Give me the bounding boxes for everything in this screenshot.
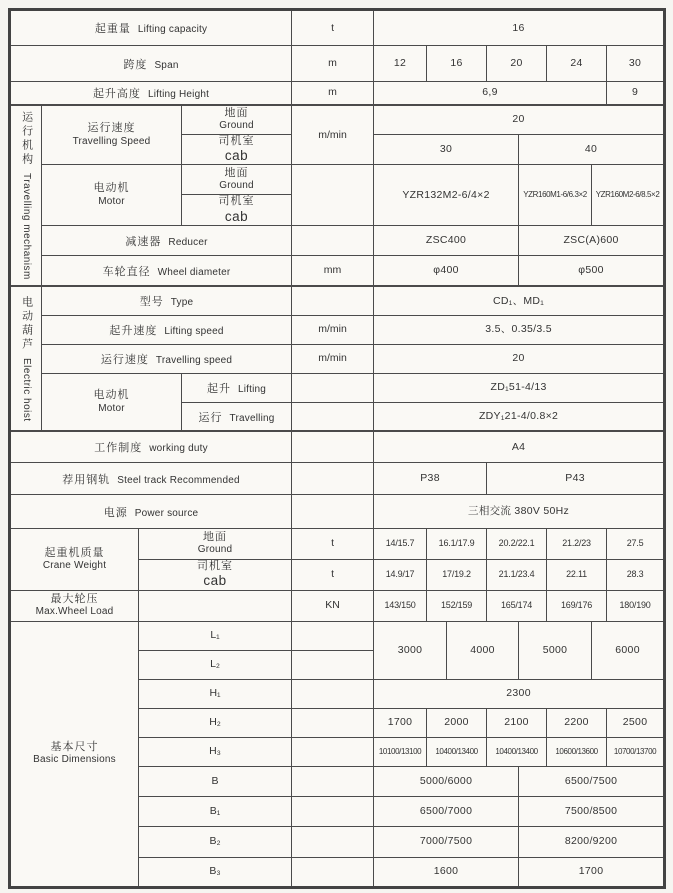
ground-label-zh: 地面 [224,167,249,180]
hoist-motor-travelling-value-cell: ZDY₁21-4/0.8×2 [374,402,665,431]
cab-label-zh: 司机室 [218,195,255,208]
working-duty-value-cell: A4 [374,431,665,462]
crane-weight-cab-unit-cell: t [292,559,374,590]
hoist-motor-lifting-label-en: Lifting [237,384,267,396]
dim-H3-value-cell: 10400/13400 [487,737,547,766]
dim-B3-unit-cell-empty [292,857,374,887]
lifting-height-value-cell: 9 [607,82,665,105]
hoist-motor-travelling-label-zh: 运行 [198,411,223,424]
crane-weight-cab-value-cell: 21.1/23.4 [487,559,547,590]
span-label-cell [10,46,292,82]
travel-motor-value-cell: YZR160M1-6/6.3×2 [519,165,592,225]
electric-hoist-label-en: Electric hoist [21,357,32,422]
dim-B1-value-cell: 6500/7000 [374,796,519,826]
span-value-cell: 16 [427,46,487,82]
working-duty-unit-cell-empty [292,431,374,462]
travel-motor-cab-sublabel-cell [182,195,292,225]
ground-label-zh: 地面 [203,531,228,544]
power-source-label-zh: 电源 [103,506,128,519]
span-value-cell: 20 [487,46,547,82]
travel-motor-ground-sublabel-cell [182,165,292,195]
span-value-cell: 30 [607,46,665,82]
travel-speed-ground-value-cell: 20 [374,105,665,135]
hoist-lifting-speed-label-zh: 起升速度 [109,325,158,338]
dim-H2-value-cell: 1700 [374,708,427,737]
reducer-label-zh: 减速器 [125,235,162,248]
hoist-lifting-speed-unit-cell: m/min [292,315,374,344]
ground-label-en: Ground [219,120,254,132]
dim-B1-unit-cell-empty [292,796,374,826]
electric-hoist-section-cell [10,286,42,431]
hoist-motor-travelling-sublabel-cell [182,402,292,431]
hoist-type-label-cell [42,286,292,315]
span-label-zh: 跨度 [123,58,148,71]
span-unit-cell: m [292,46,374,82]
row-hoist-type [10,286,665,315]
steel-track-label-zh: 荐用钢轨 [62,473,111,486]
row-dim-L1 [10,621,665,650]
row-travel-speed-ground [10,105,665,135]
hoist-travelling-speed-value-cell: 20 [374,344,665,373]
cab-label-zh: 司机室 [218,135,255,147]
hoist-motor-travelling-unit-cell-empty [292,402,374,431]
dim-B3-value-cell: 1700 [519,857,665,887]
ground-label-en: Ground [219,180,254,192]
dim-H2-value-cell: 2200 [547,708,607,737]
dim-H1-label-cell: H₁ [139,679,292,708]
row-wheel-diameter [10,255,665,286]
travel-motor-label-zh: 电动机 [93,182,130,195]
travel-speed-label-cell [42,105,182,165]
dim-L2-label-cell: L₂ [139,650,292,679]
dim-B3-value-cell: 1600 [374,857,519,887]
crane-weight-cab-value-cell: 14.9/17 [374,559,427,590]
hoist-lifting-speed-value-cell: 3.5、0.35/3.5 [374,315,665,344]
steel-track-label-cell [10,462,292,494]
steel-track-unit-cell-empty [292,462,374,494]
hoist-motor-label-en: Motor [98,402,125,414]
basic-dimensions-label-en: Basic Dimensions [33,754,116,766]
crane-weight-cab-value-cell: 28.3 [607,559,665,590]
hoist-motor-lifting-value-cell: ZD₁51-4/13 [374,373,665,402]
hoist-travelling-speed-label-zh: 运行速度 [100,354,149,367]
row-hoist-motor-lifting [10,373,665,402]
dim-B1-label-cell: B₁ [139,796,292,826]
dim-B-unit-cell-empty [292,766,374,796]
max-wheel-load-value-cell: 180/190 [607,590,665,621]
dim-B1-value-cell: 7500/8500 [519,796,665,826]
cab-label-en: cab [203,573,227,589]
row-lifting-height [10,82,665,105]
power-source-label-cell [10,494,292,528]
hoist-lifting-speed-label-en: Lifting speed [164,326,224,338]
hoist-motor-lifting-label-zh: 起升 [206,383,231,396]
power-source-value-cell: 三相交流 380V 50Hz [374,494,665,528]
max-wheel-load-unit-cell: KN [292,590,374,621]
travelling-mechanism-section-cell [10,105,42,287]
working-duty-label-cell [10,431,292,462]
hoist-motor-lifting-sublabel-cell [182,373,292,402]
reducer-value-cell: ZSC400 [374,225,519,255]
dim-L1-unit-cell-empty [292,621,374,650]
dim-H3-label-cell: H₃ [139,737,292,766]
row-hoist-travelling-speed [10,344,665,373]
wheel-diameter-label-cell [42,255,292,286]
travel-speed-unit-cell: m/min [292,105,374,165]
span-value-cell: 24 [547,46,607,82]
row-steel-track [10,462,665,494]
dim-L12-value-cell: 5000 [519,621,592,679]
row-max-wheel-load [10,590,665,621]
lifting-capacity-label-zh: 起重量 [94,23,131,36]
reducer-unit-cell-empty [292,225,374,255]
travelling-mechanism-label-zh: 运行机构 [20,110,33,167]
lifting-capacity-unit-cell: t [292,10,374,46]
dim-B2-value-cell: 7000/7500 [374,826,519,857]
dim-B-label-cell: B [139,766,292,796]
hoist-lifting-speed-label-cell [42,315,292,344]
travel-motor-unit-cell-empty [292,165,374,225]
hoist-motor-lifting-unit-cell-empty [292,373,374,402]
hoist-motor-label-cell [42,373,182,431]
crane-weight-ground-value-cell: 14/15.7 [374,528,427,559]
crane-weight-cab-value-cell: 22.11 [547,559,607,590]
lifting-height-label-en: Lifting Height [147,89,210,101]
max-wheel-load-sublabel-cell-empty [139,590,292,621]
electric-hoist-vertical-label [12,296,40,422]
dim-H1-value-cell: 2300 [374,679,665,708]
crane-weight-label-zh: 起重机质量 [44,546,105,559]
dim-L12-value-cell: 6000 [592,621,665,679]
travel-speed-ground-sublabel-cell [182,105,292,135]
hoist-motor-label-zh: 电动机 [93,389,130,402]
travelling-mechanism-vertical-label [12,111,40,280]
dim-H3-value-cell: 10700/13700 [607,737,665,766]
travel-motor-label-en: Motor [98,195,125,207]
reducer-value-cell: ZSC(A)600 [519,225,665,255]
hoist-type-label-en: Type [170,297,194,309]
hoist-motor-travelling-label-en: Travelling [229,412,275,424]
max-wheel-load-label-cell [10,590,139,621]
crane-weight-ground-value-cell: 27.5 [607,528,665,559]
cab-label-en: cab [224,148,249,164]
max-wheel-load-value-cell: 152/159 [427,590,487,621]
dim-B3-label-cell: B₃ [139,857,292,887]
working-duty-label-en: working duty [149,443,208,455]
dim-B-value-cell: 5000/6000 [374,766,519,796]
crane-weight-label-cell [10,528,139,590]
power-source-label-en: Power source [134,507,199,519]
basic-dimensions-label-zh: 基本尺寸 [50,741,99,754]
travelling-mechanism-label-en: Travelling mechanism [21,172,32,280]
row-power-source [10,494,665,528]
wheel-diameter-value-cell: φ500 [519,255,665,286]
crane-weight-label-en: Crane Weight [42,559,107,571]
lifting-height-unit-cell: m [292,82,374,105]
max-wheel-load-value-cell: 165/174 [487,590,547,621]
max-wheel-load-value-cell: 169/176 [547,590,607,621]
row-crane-weight-ground [10,528,665,559]
ground-label-zh: 地面 [224,107,249,120]
dim-B2-value-cell: 8200/9200 [519,826,665,857]
dim-L2-unit-cell-empty [292,650,374,679]
cab-label-en: cab [224,208,249,224]
crane-weight-cab-sublabel-cell [139,559,292,590]
steel-track-value-cell: P38 [374,462,487,494]
reducer-label-cell [42,225,292,255]
dim-H2-unit-cell-empty [292,708,374,737]
power-source-unit-cell-empty [292,494,374,528]
crane-spec-table [8,8,666,889]
row-lifting-capacity [10,10,665,46]
travel-speed-cab-value-cell: 30 [374,135,519,165]
dim-H1-unit-cell-empty [292,679,374,708]
max-wheel-load-label-zh: 最大轮压 [50,593,99,606]
row-travel-motor-ground [10,165,665,195]
lifting-capacity-label-cell [10,10,292,46]
span-value-cell: 12 [374,46,427,82]
travel-motor-value-cell: YZR132M2-6/4×2 [374,165,519,225]
crane-weight-ground-sublabel-cell [139,528,292,559]
lifting-capacity-value-cell: 16 [374,10,665,46]
lifting-height-label-zh: 起升高度 [92,88,141,101]
travel-motor-label-cell [42,165,182,225]
crane-weight-cab-value-cell: 17/19.2 [427,559,487,590]
working-duty-label-zh: 工作制度 [94,442,143,455]
travel-speed-cab-sublabel-cell [182,135,292,165]
crane-weight-ground-unit-cell: t [292,528,374,559]
dim-H2-value-cell: 2100 [487,708,547,737]
wheel-diameter-label-zh: 车轮直径 [102,265,151,278]
travel-speed-cab-value-cell: 40 [519,135,665,165]
dim-H2-label-cell: H₂ [139,708,292,737]
row-span [10,46,665,82]
row-reducer [10,225,665,255]
dim-H3-unit-cell-empty [292,737,374,766]
wheel-diameter-unit-cell: mm [292,255,374,286]
electric-hoist-label-zh: 电动葫芦 [20,295,33,352]
dim-H3-value-cell: 10100/13100 [374,737,427,766]
dim-L12-value-cell: 4000 [447,621,519,679]
cab-label-zh: 司机室 [197,560,234,573]
hoist-type-label-zh: 型号 [139,296,164,309]
ground-label-en: Ground [197,544,233,556]
row-hoist-lifting-speed [10,315,665,344]
lifting-height-label-cell [10,82,292,105]
reducer-label-en: Reducer [168,236,208,248]
dim-H2-value-cell: 2500 [607,708,665,737]
crane-weight-ground-value-cell: 21.2/23 [547,528,607,559]
max-wheel-load-label-en: Max.Wheel Load [35,606,114,618]
steel-track-label-en: Steel track Recommended [117,474,240,486]
span-label-en: Span [154,59,179,71]
wheel-diameter-label-en: Wheel diameter [157,266,231,278]
dim-H2-value-cell: 2000 [427,708,487,737]
wheel-diameter-value-cell: φ400 [374,255,519,286]
lifting-capacity-label-en: Lifting capacity [137,24,208,36]
basic-dimensions-label-cell [10,621,139,887]
crane-weight-ground-value-cell: 16.1/17.9 [427,528,487,559]
dim-B2-unit-cell-empty [292,826,374,857]
hoist-travelling-speed-label-cell [42,344,292,373]
max-wheel-load-value-cell: 143/150 [374,590,427,621]
dim-L12-value-cell: 3000 [374,621,447,679]
steel-track-value-cell: P43 [487,462,665,494]
dim-L1-label-cell: L₁ [139,621,292,650]
hoist-travelling-speed-label-en: Travelling speed [155,355,233,367]
dim-B-value-cell: 6500/7500 [519,766,665,796]
hoist-travelling-speed-unit-cell: m/min [292,344,374,373]
crane-weight-ground-value-cell: 20.2/22.1 [487,528,547,559]
dim-B2-label-cell: B₂ [139,826,292,857]
row-working-duty [10,431,665,462]
travel-speed-label-zh: 运行速度 [87,122,136,135]
travel-motor-value-cell: YZR160M2-6/8.5×2 [592,165,665,225]
hoist-type-value-cell: CD₁、MD₁ [374,286,665,315]
lifting-height-value-cell: 6,9 [374,82,607,105]
dim-H3-value-cell: 10600/13600 [547,737,607,766]
travel-speed-label-en: Travelling Speed [72,135,151,147]
hoist-type-unit-cell-empty [292,286,374,315]
dim-H3-value-cell: 10400/13400 [427,737,487,766]
